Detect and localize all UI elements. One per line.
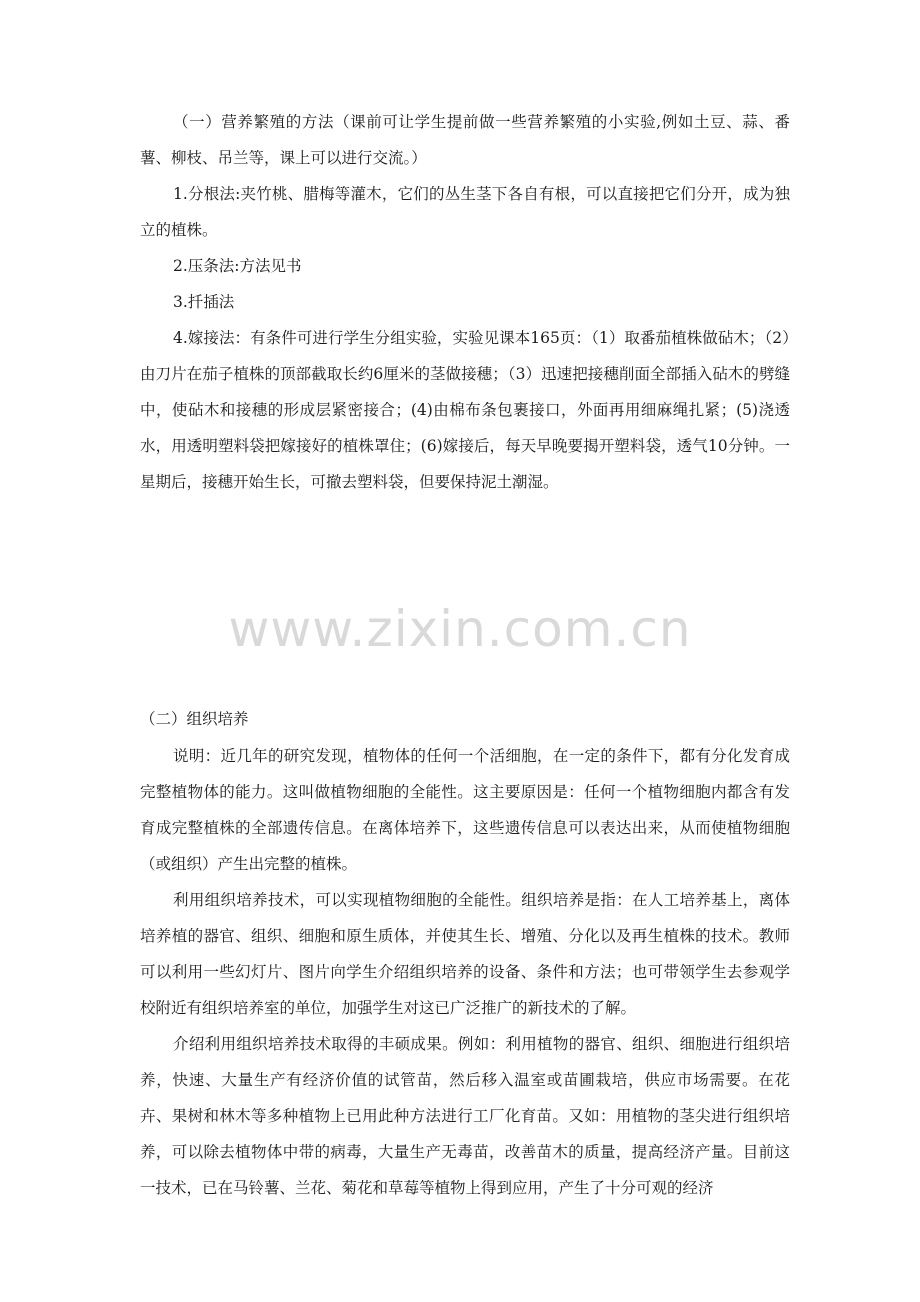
tissue-culture-achievements: 介绍利用组织培养技术取得的丰硕成果。例如：利用植物的器官、组织、细胞进行组织培养，快速、大量生产有经济价值的试管苗，然后移入温室或苗圃栽培，供应市场需要。在花卉、果树和林木等多种植物上已用此种方法进行工厂化育苗。又如：用植物的茎尖进行组织培养，可以除去植物体中带的病毒，大量生产无毒苗，改善苗木的质量，提高经济产量。目前这一技术，已在马铃薯、兰花、菊花和草莓等植物上得到应用，产生了十分可观的经济 (140, 1035, 790, 1197)
method-item-cutting: 3.扦插法 (173, 293, 235, 311)
tissue-culture-technique: 利用组织培养技术，可以实现植物细胞的全能性。组织培养是指：在人工培养基上，离体培养植的器官、组织、细胞和原生质体，并使其生长、增殖、分化以及再生植株的技术。教师可以利用一些幻灯片、图片向学生介绍组织培养的设备、条件和方法；也可带领学生去参观学校附近有组织培养室的单位，加强学生对这已广泛推广的新技术的了解。 (140, 891, 790, 1017)
section2-heading: （二）组织培养 (140, 710, 249, 728)
watermark: www.zixin.com.cn (228, 600, 692, 658)
section1-heading: （一）营养繁殖的方法（课前可让学生提前做一些营养繁殖的小实验,例如土豆、蒜、番薯、柳枝、吊兰等，课上可以进行交流。） (140, 113, 790, 167)
method-item-layering: 2.压条法:方法见书 (173, 257, 302, 275)
method-item-division: 1.分根法:夹竹桃、腊梅等灌木，它们的丛生茎下各自有根，可以直接把它们分开，成为独立的植株。 (140, 185, 790, 239)
method-item-grafting: 4.嫁接法：有条件可进行学生分组实验，实验见课本165页：（1）取番茄植株做砧木；（2）由刀片在茄子植株的顶部截取长约6厘米的茎做接穗；（3）迅速把接穗削面全部插入砧木的劈缝中，使砧木和接穗的形成层紧密接合；(4)由棉布条包裹接口，外面再用细麻绳扎紧；(5)浇透水，用透明塑料袋把嫁接好的植株罩住；(6)嫁接后，每天早晚要揭开塑料袋，透气10分钟。一星期后，接穗开始生长，可撤去塑料袋，但要保持泥土潮湿。 (140, 329, 790, 491)
tissue-culture-explanation: 说明：近几年的研究发现，植物体的任何一个活细胞，在一定的条件下，都有分化发育成完整植物体的能力。这叫做植物细胞的全能性。这主要原因是：任何一个植物细胞内都含有发育成完整植株的全部遗传信息。在离体培养下，这些遗传信息可以表达出来，从而使植物细胞（或组织）产生出完整的植株。 (140, 747, 790, 873)
